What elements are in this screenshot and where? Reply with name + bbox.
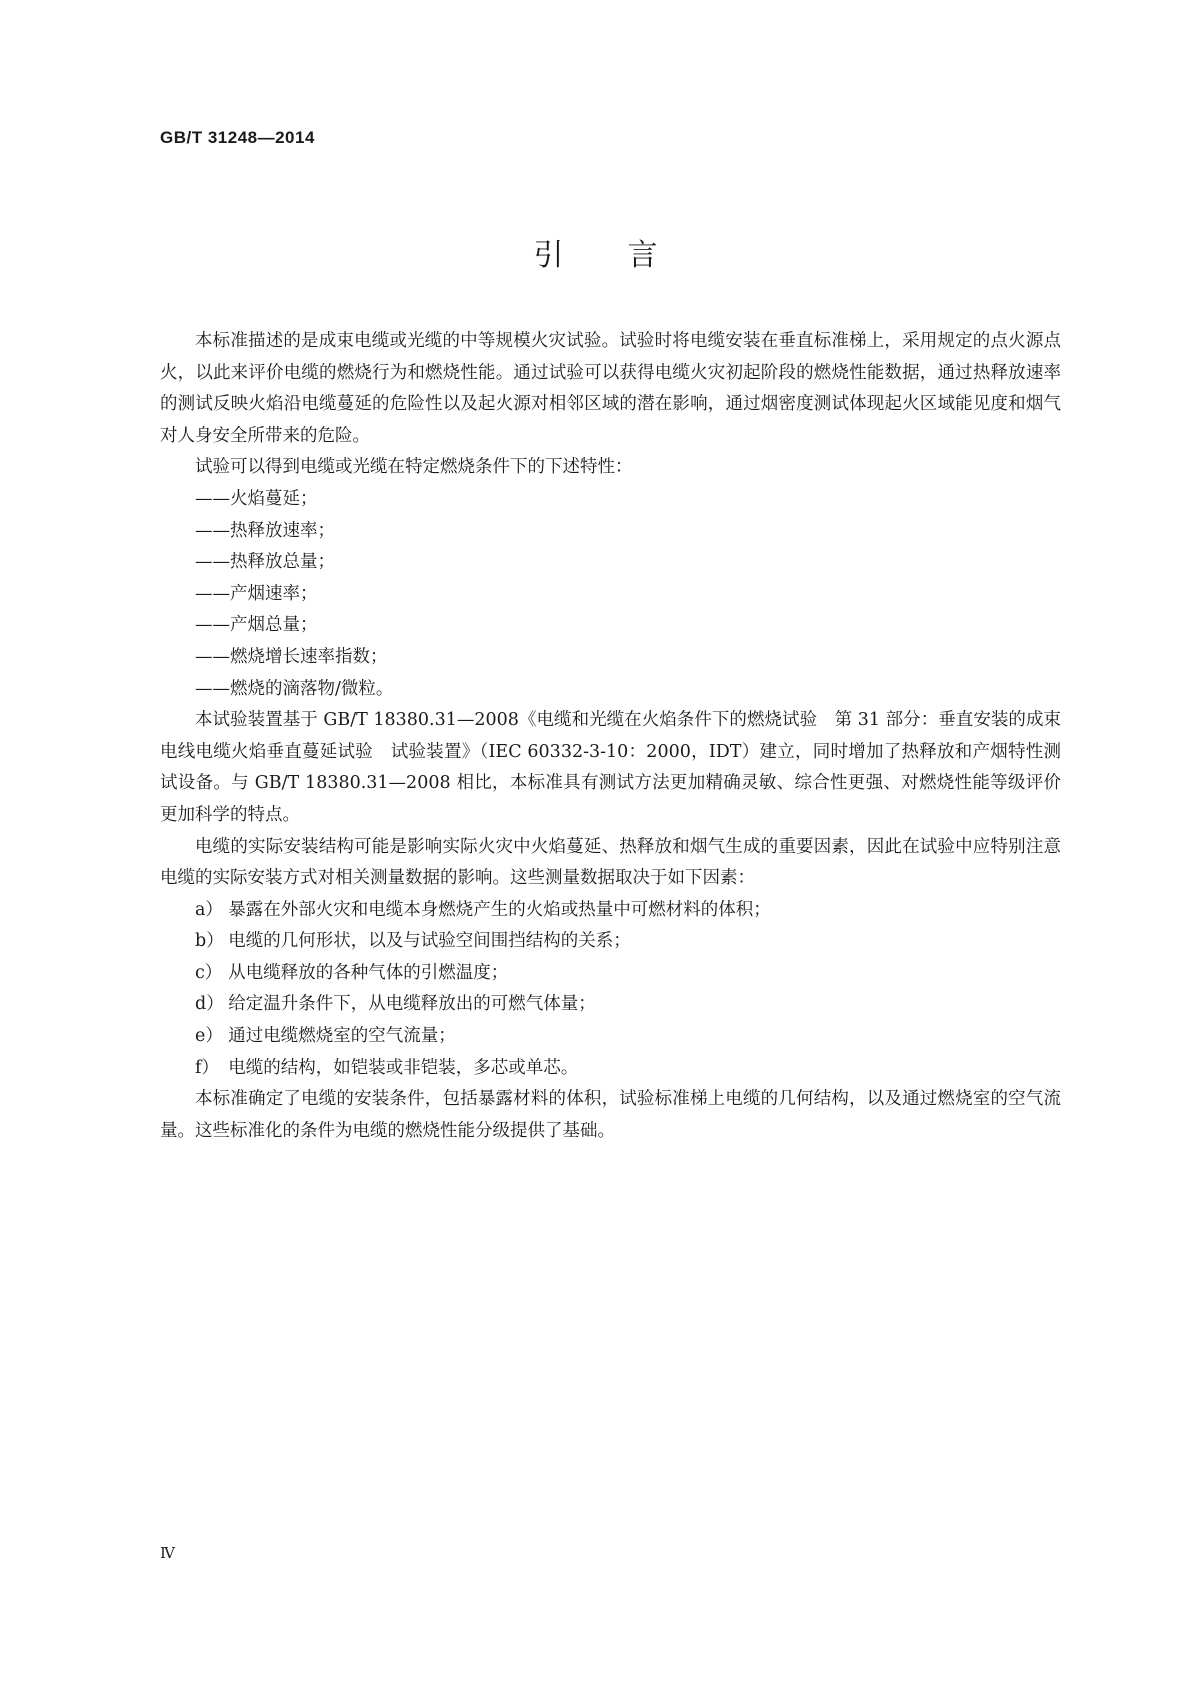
characteristics-list — [160, 484, 1061, 705]
list-item-text: 暴露在外部火灾和电缆本身燃烧产生的火焰或热量中可燃材料的体积； — [228, 899, 771, 920]
list-item-text: 给定温升条件下，从电缆释放出的可燃气体量； — [228, 994, 596, 1015]
list-item-text: 从电缆释放的各种气体的引燃温度； — [228, 962, 509, 983]
installation-paragraph: 电缆的实际安装结构可能是影响实际火灾中火焰蔓延、热释放和烟气生成的重要因素，因此在试验中应特别注意电缆的实际安装方式对相关测量数据的影响。这些测量数据取决于如下因素： — [160, 836, 1061, 889]
list-item: ——火焰蔓延； — [195, 488, 318, 509]
list-item — [160, 958, 1061, 990]
list-item-text: 电缆的几何形状，以及与试验空间围挡结构的关系； — [228, 931, 631, 952]
list-marker: e） — [195, 1026, 223, 1047]
list-item — [160, 895, 1061, 927]
list-item — [160, 989, 1061, 1021]
list-item-text: 通过电缆燃烧室的空气流量； — [228, 1026, 456, 1047]
list-marker: f） — [195, 1057, 219, 1078]
list-item — [160, 1053, 1061, 1085]
apparatus-paragraph: 本试验装置基于 GB/T 18380.31—2008《电缆和光缆在火焰条件下的燃烧试验 第 31 部分：垂直安装的成束电线电缆火焰垂直蔓延试验 试验装置》（IEC 60332-3-10：2000，IDT）建立，同时增加了热释放和产烟特性测试设备。与 GB/T 18380.31—2008 相比，本标准具有测试方法更加精确灵敏、综合性更强、对燃烧性能等级评价更加科学的特点。 — [160, 710, 1061, 825]
list-item: ——热释放速率； — [195, 520, 335, 541]
intro-paragraph: 本标准描述的是成束电缆或光缆的中等规模火灾试验。试验时将电缆安装在垂直标准梯上，采用规定的点火源点火，以此来评价电缆的燃烧行为和燃烧性能。通过试验可以获得电缆火灾初起阶段的燃烧性能数据，通过热释放速率的测试反映火焰沿电缆蔓延的危险性以及起火源对相邻区域的潜在影响，通过烟密度测试体现起火区域能见度和烟气对人身安全所带来的危险。 — [160, 331, 1061, 446]
factors-list — [160, 895, 1061, 1085]
list-item: ——产烟总量； — [195, 615, 318, 636]
list-item: ——热释放总量； — [195, 552, 335, 573]
page-number: Ⅳ — [160, 1544, 175, 1562]
list-item: ——燃烧的滴落物/微粒。 — [195, 678, 394, 699]
list-item-text: 电缆的结构，如铠装或非铠装，多芯或单芯。 — [228, 1057, 579, 1078]
list-item: ——燃烧增长速率指数； — [195, 646, 388, 667]
characteristics-intro: 试验可以得到电缆或光缆在特定燃烧条件下的下述特性： — [195, 457, 633, 478]
list-item: ——产烟速率； — [195, 583, 318, 604]
list-marker: a） — [195, 899, 223, 920]
list-item — [160, 926, 1061, 958]
conclusion-paragraph: 本标准确定了电缆的安装条件，包括暴露材料的体积，试验标准梯上电缆的几何结构，以及通过燃烧室的空气流量。这些标准化的条件为电缆的燃烧性能分级提供了基础。 — [160, 1089, 1061, 1141]
list-marker: d） — [195, 994, 224, 1015]
standard-code: GB/T 31248—2014 — [160, 128, 315, 147]
section-title: 引言 — [533, 238, 722, 273]
document-body — [160, 326, 1061, 1147]
list-marker: c） — [195, 962, 223, 983]
list-item — [160, 1021, 1061, 1053]
list-marker: b） — [195, 931, 224, 952]
